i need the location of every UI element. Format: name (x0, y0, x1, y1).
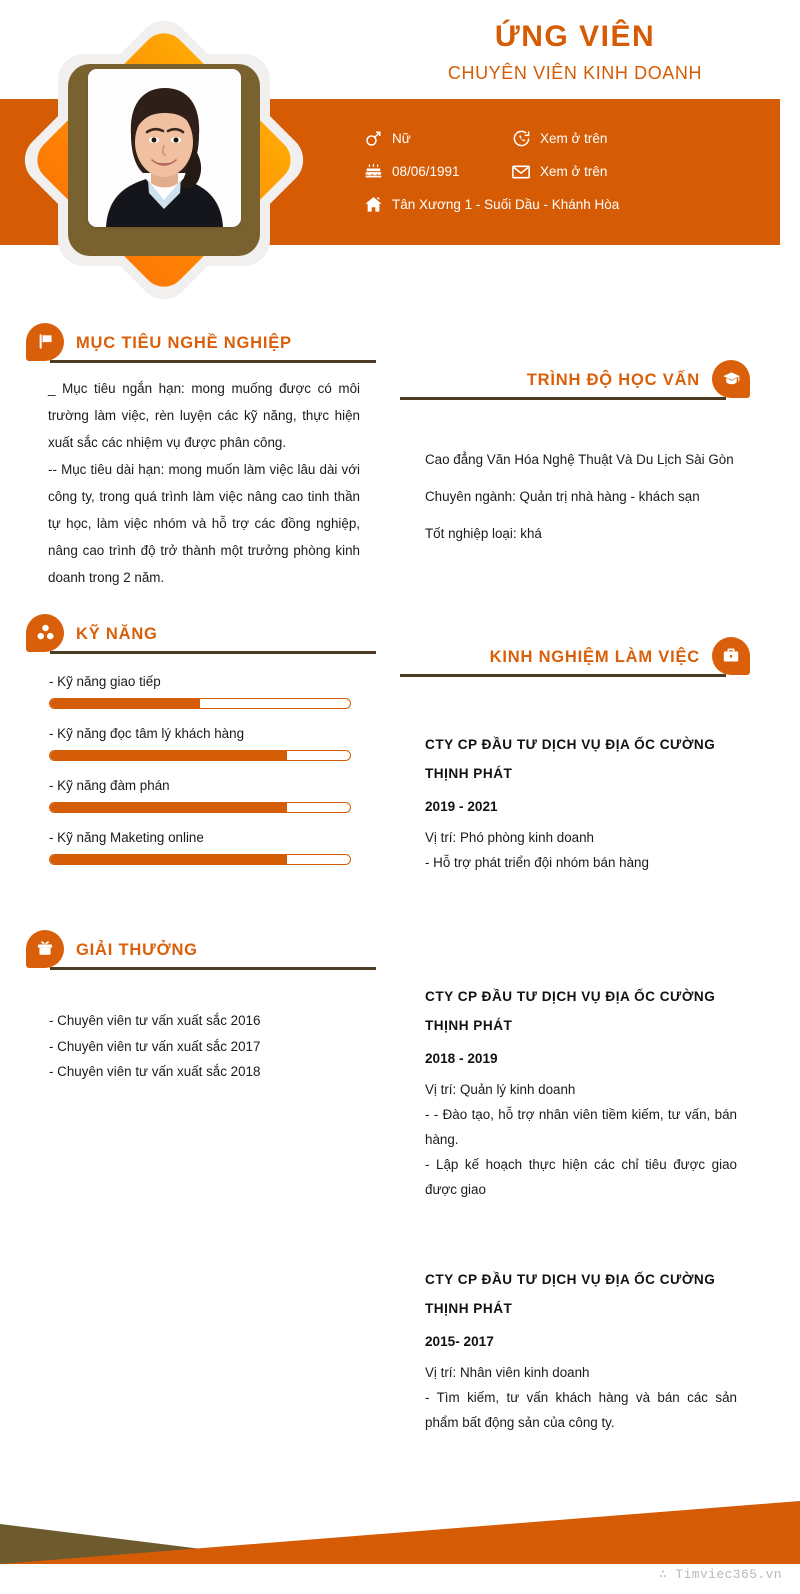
section-header-objective (26, 323, 376, 363)
objective-text-1: _ Mục tiêu ngắn hạn: mong muống được có môi trường làm việc, rèn luyện các kỹ năng, thực hiện xuất sắc các nhiệm vụ được phân công. (48, 381, 360, 450)
skills-rule (50, 651, 376, 654)
experience-entry (425, 730, 737, 875)
education-pin (712, 360, 750, 400)
education-title: TRÌNH ĐỘ HỌC VẤN (526, 370, 700, 389)
awards-title: GIẢI THƯỞNG (76, 940, 198, 959)
award-item: - Chuyên viên tư vấn xuất sắc 2017 (49, 1038, 261, 1054)
home-icon (363, 195, 383, 215)
skills-molecule-icon (26, 614, 64, 650)
contact-gender (363, 129, 511, 149)
gift-icon (26, 930, 64, 966)
contact-address (363, 195, 763, 215)
experience-company-line2: THỊNH PHÁT (425, 1018, 513, 1033)
experience-details (425, 1360, 737, 1435)
contact-phone-text: Xem ở trên (540, 131, 608, 146)
experience-rule (400, 674, 726, 677)
skill-progress-fill (50, 803, 287, 812)
contact-block (363, 122, 783, 221)
experience-detail-line: Vị trí: Nhân viên kinh doanh (425, 1365, 590, 1380)
skill-item (49, 726, 361, 761)
experience-company (425, 982, 737, 1040)
header-titles (360, 18, 790, 84)
skill-item (49, 778, 361, 813)
footer-orange-triangle (0, 1501, 800, 1564)
section-header-awards (26, 930, 376, 970)
skills-title: KỸ NĂNG (76, 624, 158, 643)
skill-progress-track[interactable] (49, 750, 351, 761)
section-header-skills (26, 614, 376, 654)
avatar-photo-image (88, 69, 241, 227)
experience-title: KINH NGHIỆM LÀM VIỆC (489, 647, 700, 666)
experience-entry (425, 1265, 737, 1435)
objective-text-2: -- Mục tiêu dài hạn: mong muốn làm việc lâu dài với công ty, trong quá trình làm việc nâng cao tinh thần tự học, làm việc nhóm và hỗ trợ các đồng nghiệp, nâng cao trình độ trở thành một trưởng phòng kinh doanh trong 2 năm. (48, 462, 360, 585)
experience-detail-line: - Lập kế hoạch thực hiện các chỉ tiêu được giao được giao (425, 1157, 737, 1197)
award-item: - Chuyên viên tư vấn xuất sắc 2018 (49, 1064, 261, 1079)
experience-detail-line: - Hỗ trợ phát triển đội nhóm bán hàng (425, 855, 649, 870)
education-grade: Tốt nghiệp loại: khá (425, 526, 542, 541)
objective-pin (26, 323, 64, 363)
skill-label: - Kỹ năng Maketing online (49, 830, 204, 845)
skill-progress-track[interactable] (49, 698, 351, 709)
section-header-education (400, 360, 750, 400)
section-header-experience (400, 637, 750, 677)
experience-company-line2: THỊNH PHÁT (425, 766, 513, 781)
experience-years: 2015- 2017 (425, 1334, 494, 1349)
awards-list (49, 1008, 361, 1085)
experience-detail-line: Vị trí: Quản lý kinh doanh (425, 1082, 576, 1097)
contact-email[interactable] (511, 162, 761, 182)
contact-row-2 (363, 155, 783, 188)
experience-pin (712, 637, 750, 677)
awards-rule (50, 967, 376, 970)
contact-address-text: Tân Xương 1 - Suối Dầu - Khánh Hòa (392, 197, 620, 212)
experience-detail-line: - - Đào tạo, hỗ trợ nhân viên tiềm kiếm, tư vấn, bán hàng. (425, 1107, 737, 1147)
flag-icon (26, 323, 64, 359)
candidate-name: ỨNG VIÊN (494, 20, 656, 53)
envelope-icon (511, 162, 531, 182)
avatar-photo (88, 69, 241, 227)
award-item: - Chuyên viên tư vấn xuất sắc 2016 (49, 1013, 261, 1028)
objective-body (48, 375, 360, 591)
experience-company (425, 730, 737, 788)
skill-progress-fill (50, 751, 287, 760)
experience-years: 2019 - 2021 (425, 799, 498, 814)
graduation-cap-icon (712, 360, 750, 396)
contact-phone[interactable] (511, 129, 761, 149)
brand-watermark: ∴ Timviec365.vn (658, 1567, 782, 1582)
skill-label: - Kỹ năng đọc tâm lý khách hàng (49, 726, 245, 741)
experience-detail-line: Vị trí: Phó phòng kinh doanh (425, 830, 594, 845)
experience-company-line1: CTY CP ĐẦU TƯ DỊCH VỤ ĐỊA ỐC CƯỜNG (425, 1272, 716, 1287)
education-school: Cao đẳng Văn Hóa Nghệ Thuật Và Du Lịch Sài Gòn (425, 452, 734, 467)
skill-progress-track[interactable] (49, 802, 351, 813)
awards-pin (26, 930, 64, 970)
experience-details (425, 825, 737, 875)
contact-row-1 (363, 122, 783, 155)
skill-item (49, 674, 361, 709)
skills-pin (26, 614, 64, 654)
skills-list (49, 674, 361, 882)
experience-details (425, 1077, 737, 1202)
contact-email-text: Xem ở trên (540, 164, 608, 179)
education-major: Chuyên ngành: Quản trị nhà hàng - khách sạn (425, 489, 700, 504)
briefcase-icon (712, 637, 750, 673)
contact-birthday (363, 162, 511, 182)
birthday-cake-icon (363, 162, 383, 182)
skill-label: - Kỹ năng giao tiếp (49, 674, 161, 689)
contact-row-3 (363, 188, 783, 221)
skill-label: - Kỹ năng đàm phán (49, 778, 170, 793)
skill-progress-track[interactable] (49, 854, 351, 865)
mars-venus-icon (363, 129, 383, 149)
experience-company-line1: CTY CP ĐẦU TƯ DỊCH VỤ ĐỊA ỐC CƯỜNG (425, 737, 716, 752)
education-body (425, 446, 737, 547)
objective-title: MỤC TIÊU NGHỀ NGHIỆP (76, 333, 292, 352)
experience-entry (425, 982, 737, 1202)
experience-years: 2018 - 2019 (425, 1051, 498, 1066)
experience-company-line1: CTY CP ĐẦU TƯ DỊCH VỤ ĐỊA ỐC CƯỜNG (425, 989, 716, 1004)
experience-detail-line: - Tìm kiếm, tư vấn khách hàng và bán các sản phẩm bất động sản của công ty. (425, 1390, 737, 1430)
experience-company (425, 1265, 737, 1323)
skill-item (49, 830, 361, 865)
education-rule (400, 397, 726, 400)
contact-gender-text: Nữ (392, 131, 411, 146)
candidate-job-title: CHUYÊN VIÊN KINH DOANH (447, 62, 703, 83)
avatar (22, 18, 307, 303)
whatsapp-phone-icon (511, 129, 531, 149)
skill-progress-fill (50, 855, 287, 864)
objective-rule (50, 360, 376, 363)
skill-progress-fill (50, 699, 200, 708)
contact-birthday-text: 08/06/1991 (392, 164, 460, 179)
experience-company-line2: THỊNH PHÁT (425, 1301, 513, 1316)
